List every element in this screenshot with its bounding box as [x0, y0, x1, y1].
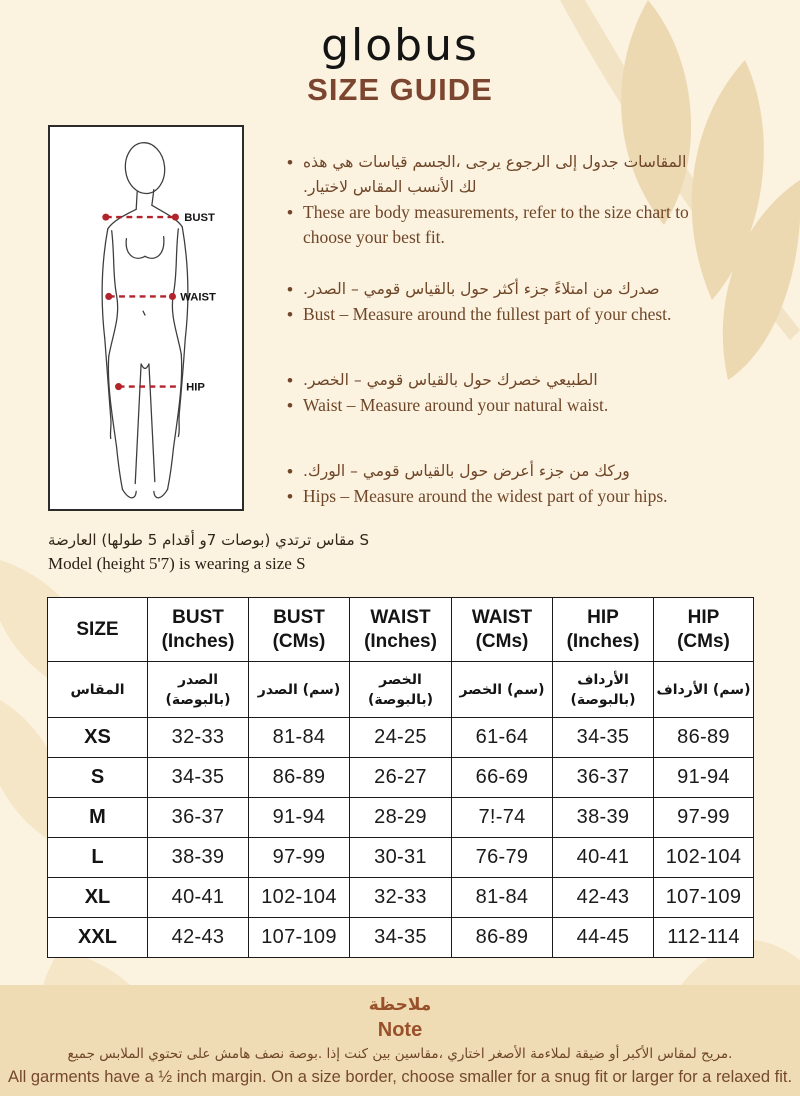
model-size-note	[48, 528, 478, 576]
page-title: SIZE GUIDE	[307, 72, 493, 107]
instruction-english: These are body measurements, refer to the size chart to choose your best fit.	[303, 202, 689, 247]
col-header-bust-inches: BUST (Inches)	[148, 598, 249, 662]
col-header-waist-cms-ar: الخصر (سم)	[452, 662, 553, 718]
col-header-waist-inches-ar: الخصر (بالبوصة)	[350, 662, 452, 718]
col-header-bust-inches-ar: الصدر (بالبوصة)	[148, 662, 249, 718]
bust-label: BUST	[184, 212, 215, 225]
instruction-english: Hips – Measure around the widest part of your hips.	[303, 486, 668, 506]
waist-label: WAIST	[180, 291, 216, 304]
size-chart-table	[47, 597, 754, 958]
instruction-english: Waist – Measure around your natural waist.	[303, 395, 609, 415]
col-header-size-ar: المقاس	[48, 662, 148, 718]
col-header-bust-cms: BUST (CMs)	[249, 598, 350, 662]
bullet-icon: •	[287, 203, 293, 222]
table-row-xxl: XXL 42-43 107-109 34-35 86-89 44-45 112-114	[48, 918, 754, 958]
bullet-icon: •	[287, 371, 293, 390]
bullet-icon: •	[287, 396, 293, 415]
bullet-icon: •	[287, 462, 293, 481]
model-note-arabic: العارضة (طولها 5 أقدام و‎7 بوصات) ترتدي مقاس S	[48, 531, 369, 549]
model-note-english: Model (height 5'7) is wearing a size S	[48, 554, 306, 573]
col-header-bust-cms-ar: الصدر (سم)	[249, 662, 350, 718]
instruction-group-hip	[287, 459, 729, 509]
instruction-arabic: .الورك – قومي بالقياس حول أعرض جزء من وركك	[303, 462, 630, 480]
col-header-size: SIZE	[48, 598, 148, 662]
note-title-english: Note	[377, 1019, 423, 1041]
measurement-instructions	[287, 150, 729, 536]
table-row-s: S 34-35 86-89 26-27 66-69 36-37 91-94	[48, 758, 754, 798]
brand-logo: globus	[321, 20, 479, 71]
body-measurement-diagram	[48, 125, 244, 511]
table-row-xl: XL 40-41 102-104 32-33 81-84 42-43 107-109	[48, 878, 754, 918]
instruction-arabic: هذه هي قياسات الجسم، يرجى الرجوع إلى جدول المقاسات .لاختيار المقاس الأنسب لك	[303, 153, 687, 196]
col-header-waist-inches: WAIST (Inches)	[350, 598, 452, 662]
col-header-hip-inches: HIP (Inches)	[553, 598, 654, 662]
hip-label: HIP	[186, 381, 205, 394]
instruction-arabic: .الخصر – قومي بالقياس حول خصرك الطبيعي	[303, 371, 598, 389]
table-row-m: M 36-37 91-94 28-29 7!-74 38-39 97-99	[48, 798, 754, 838]
instruction-english: Bust – Measure around the fullest part of your chest.	[303, 304, 672, 324]
col-header-hip-cms: HIP (CMs)	[654, 598, 754, 662]
note-body-english: All garments have a ½ inch margin. On a size border, choose smaller for a snug fit or larger for a relaxed fit.	[7, 1068, 793, 1086]
table-header-row-english	[48, 598, 754, 662]
note-section	[0, 985, 800, 1096]
col-header-waist-cms: WAIST (CMs)	[452, 598, 553, 662]
instruction-group-bust	[287, 277, 729, 327]
body-figure-illustration	[50, 127, 242, 509]
note-body-arabic: جميع الملابس تحتوي على هامش نصف بوصة. إذا كنت بين مقاسين، اختاري الأصغر لملاءمة ضيقة أو الأكبر لمقاس مريح.	[67, 1046, 733, 1062]
bullet-icon: •	[287, 280, 293, 299]
col-header-hip-inches-ar: الأرداف (بالبوصة)	[553, 662, 654, 718]
bullet-icon: •	[287, 487, 293, 506]
col-header-hip-cms-ar: الأرداف (سم)	[654, 662, 754, 718]
table-row-l: L 38-39 97-99 30-31 76-79 40-41 102-104	[48, 838, 754, 878]
instruction-group-waist	[287, 368, 729, 418]
note-title-arabic: ملاحظة	[368, 995, 432, 1015]
table-header-row-arabic	[48, 662, 754, 718]
bullet-icon: •	[287, 153, 293, 172]
table-row-xs: XS 32-33 81-84 24-25 61-64 34-35 86-89	[48, 718, 754, 758]
instruction-group-overview	[287, 150, 729, 250]
bullet-icon: •	[287, 305, 293, 324]
instruction-arabic: .الصدر – قومي بالقياس حول أكثر جزء امتلاءً من صدرك	[303, 280, 660, 298]
